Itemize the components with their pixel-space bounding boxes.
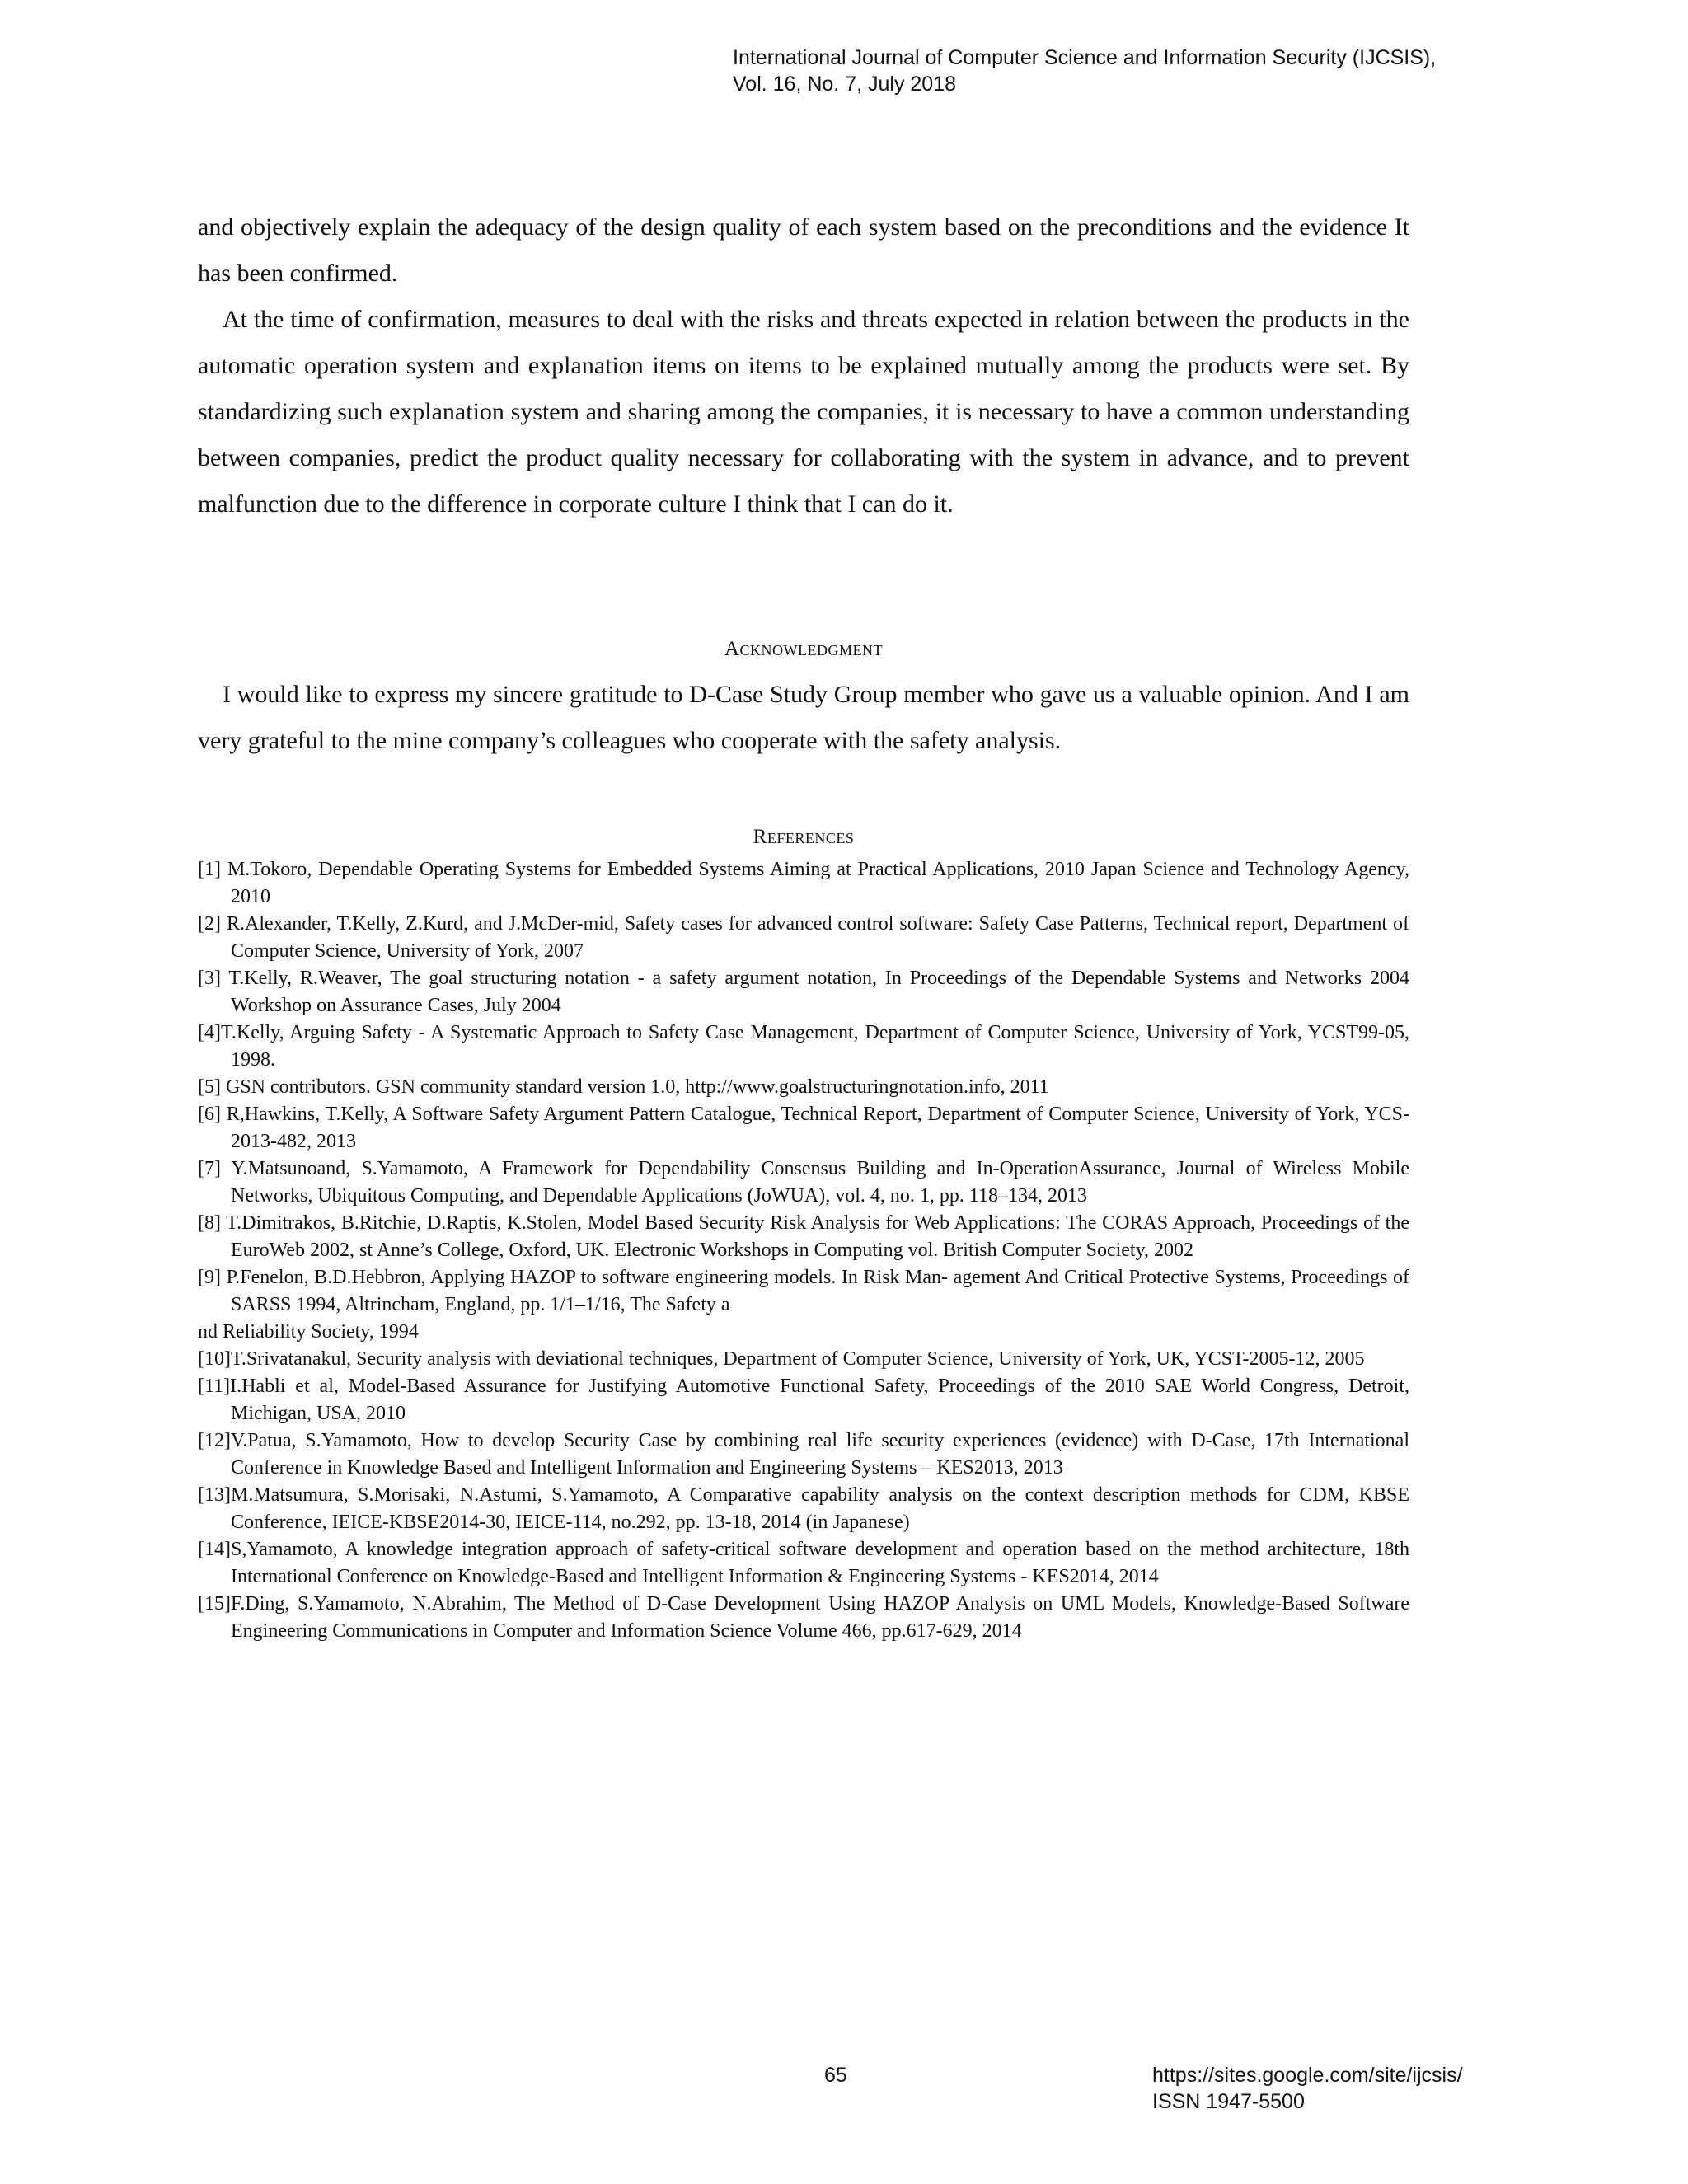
reference-item-continuation: nd Reliability Society, 1994 bbox=[198, 1321, 419, 1343]
acknowledgment-heading: Acknowledgment bbox=[724, 638, 884, 660]
reference-item: [12]V.Patua, S.Yamamoto, How to develop Security Case by combining real life security experiences (evidence) with D-Case, 17th International Conference in Knowledge Based and Intelligent Information and Engineering Systems – KES2013, 2013 bbox=[198, 1430, 1409, 1479]
acknowledgment-text: I would like to express my sincere gratitude to D-Case Study Group member who gave us a valuable opinion. And I am very grateful to the mine company’s colleagues who cooperate with the safety analysis. bbox=[198, 681, 1409, 754]
references-heading: References bbox=[753, 826, 855, 848]
page-number: 65 bbox=[824, 2064, 847, 2087]
reference-item: [10]T.Srivatanakul, Security analysis with deviational techniques, Department of Computer Science, University of York, UK, YCST-2005-12, 2005 bbox=[198, 1348, 1365, 1370]
reference-item: [7] Y.Matsunoand, S.Yamamoto, A Framework for Dependability Consensus Building and In-OperationAssurance, Journal of Wireless Mobile Networks, Ubiquitous Computing, and Dependable Applications (JoWUA), vol. 4, no. 1, pp. 118–134, 2013 bbox=[198, 1158, 1409, 1207]
reference-item: [8] T.Dimitrakos, B.Ritchie, D.Raptis, K.Stolen, Model Based Security Risk Analysis for Web Applications: The CORAS Approach, Proceedings of the EuroWeb 2002, st Anne’s College, Oxford, UK. Electronic Workshops in Computing vol. British Computer Society, 2002 bbox=[198, 1212, 1409, 1261]
reference-item: [1] M.Tokoro, Dependable Operating Systems for Embedded Systems Aiming at Practical Applications, 2010 Japan Science and Technology Agency, 2010 bbox=[198, 859, 1409, 907]
reference-item: [6] R,Hawkins, T.Kelly, A Software Safety Argument Pattern Catalogue, Technical Report, Department of Computer Science, University of York, YCS-2013-482, 2013 bbox=[198, 1104, 1409, 1152]
reference-item: [2] R.Alexander, T.Kelly, Z.Kurd, and J.McDer-mid, Safety cases for advanced control software: Safety Case Patterns, Technical report, Department of Computer Science, University of York, 2007 bbox=[198, 913, 1409, 962]
reference-item: [14]S,Yamamoto, A knowledge integration approach of safety-critical software development and operation based on the method architecture, 18th International Conference on Knowledge-Based and Intelligent Information & Engineering Systems - KES2014, 2014 bbox=[198, 1539, 1409, 1587]
reference-item: [13]M.Matsumura, S.Morisaki, N.Astumi, S.Yamamoto, A Comparative capability analysis on the context description methods for CDM, KBSE Conference, IEICE-KBSE2014-30, IEICE-114, no.292, pp. 13-18, 2014 (in Japanese) bbox=[198, 1484, 1409, 1533]
reference-item: [9] P.Fenelon, B.D.Hebbron, Applying HAZOP to software engineering models. In Risk Man- agement And Critical Protective Systems, Proceedings of SARSS 1994, Altrincham, England, pp. 1/1–1/16, The Safety a bbox=[198, 1267, 1409, 1315]
reference-item: [11]I.Habli et al, Model-Based Assurance for Justifying Automotive Functional Safety, Proceedings of the 2010 SAE World Congress, Detroit, Michigan, USA, 2010 bbox=[198, 1376, 1409, 1424]
journal-volume: Vol. 16, No. 7, July 2018 bbox=[733, 73, 957, 96]
journal-title: International Journal of Computer Science and Information Security (IJCSIS), bbox=[733, 46, 1437, 69]
journal-issn: ISSN 1947-5500 bbox=[1152, 2090, 1305, 2113]
body-paragraph-1: and objectively explain the adequacy of the design quality of each system based on the preconditions and the evidence It has been confirmed. bbox=[198, 213, 1409, 287]
body-paragraph-2: At the time of confirmation, measures to deal with the risks and threats expected in relation between the products in the automatic operation system and explanation items on items to be explained mutually among the products were set. By standardizing such explanation system and sharing among the companies, it is necessary to have a common understanding between companies, predict the product quality necessary for collaborating with the system in advance, and to prevent malfunction due to the difference in corporate culture I think that I can do it. bbox=[198, 306, 1409, 518]
reference-item: [3] T.Kelly, R.Weaver, The goal structuring notation - a safety argument notation, In Proceedings of the Dependable Systems and Networks 2004 Workshop on Assurance Cases, July 2004 bbox=[198, 968, 1409, 1016]
references-list bbox=[198, 856, 1409, 1645]
journal-header bbox=[733, 45, 1557, 97]
journal-url: https://sites.google.com/site/ijcsis/ bbox=[1152, 2064, 1463, 2087]
reference-item: [15]F.Ding, S.Yamamoto, N.Abrahim, The Method of D-Case Development Using HAZOP Analysis on UML Models, Knowledge-Based Software Engineering Communications in Computer and Information Science Volume 466, pp.617-629, 2014 bbox=[198, 1593, 1409, 1642]
reference-item: [5] GSN contributors. GSN community standard version 1.0, http://www.goalstructuringnotation.info, 2011 bbox=[198, 1076, 1049, 1098]
reference-item: [4]T.Kelly, Arguing Safety - A Systematic Approach to Safety Case Management, Department of Computer Science, University of York, YCST99-05, 1998. bbox=[198, 1022, 1409, 1071]
footer-info bbox=[1152, 2062, 1564, 2115]
